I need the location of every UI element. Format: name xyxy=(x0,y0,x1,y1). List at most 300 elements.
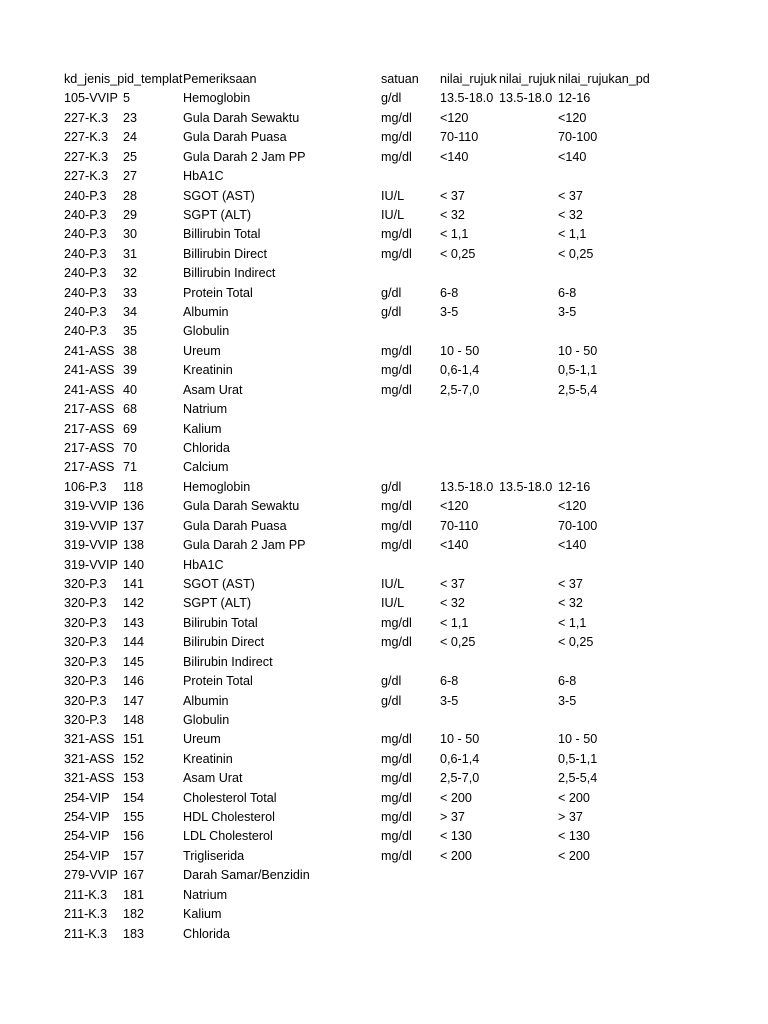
cell-id: 141 xyxy=(123,576,145,591)
cell-nilai-rujuk-1: < 32 xyxy=(440,207,465,222)
cell-id: 146 xyxy=(123,674,145,689)
table-row xyxy=(64,284,724,303)
cell-kd-jenis-pid: 320-P.3 xyxy=(64,654,107,669)
cell-nilai-rujuk-2 xyxy=(499,497,558,516)
cell-nilai-rujukan-pd: > 37 xyxy=(558,810,583,825)
cell-nilai-rujukan-pd: 6-8 xyxy=(558,674,577,689)
cell-nilai-rujuk-1: 3-5 xyxy=(440,693,459,708)
cell-nilai-rujuk-1: 6-8 xyxy=(440,285,459,300)
header-cell-id xyxy=(123,70,183,89)
cell-nilai-rujukan-pd: 6-8 xyxy=(558,285,577,300)
header-cell-pemeriksaan: Pemeriksaan xyxy=(183,72,257,86)
cell-nilai-rujuk-2 xyxy=(499,245,558,264)
cell-kd-jenis-pid: 217-ASS xyxy=(64,421,115,436)
cell-kd-jenis-pid: 105-VVIP xyxy=(64,91,118,106)
cell-satuan xyxy=(381,925,440,944)
cell-kd-jenis-pid: 254-VIP xyxy=(64,848,110,863)
cell-nilai-rujukan-pd xyxy=(558,420,658,439)
cell-pemeriksaan: SGPT (ALT) xyxy=(183,207,252,222)
cell-nilai-rujuk-2 xyxy=(499,381,558,400)
table-row xyxy=(64,808,724,827)
table-row xyxy=(64,653,724,672)
header-cell-kd-jenis-pid: kd_jenis_pid_templat xyxy=(64,72,183,86)
cell-nilai-rujuk-1 xyxy=(440,322,499,341)
cell-nilai-rujuk-2 xyxy=(499,458,558,477)
cell-kd-jenis-pid: 240-P.3 xyxy=(64,207,107,222)
cell-id: 69 xyxy=(123,421,138,436)
cell-pemeriksaan: Albumin xyxy=(183,693,229,708)
cell-nilai-rujuk-2 xyxy=(499,128,558,147)
cell-nilai-rujuk-2 xyxy=(499,711,558,730)
cell-nilai-rujuk-1: 13.5-18.0 xyxy=(440,91,494,106)
cell-satuan xyxy=(381,322,440,341)
cell-kd-jenis-pid: 254-VIP xyxy=(64,829,110,844)
cell-nilai-rujuk-2 xyxy=(499,614,558,633)
cell-nilai-rujuk-1: < 1,1 xyxy=(440,227,469,242)
cell-nilai-rujuk-1: 2,5-7,0 xyxy=(440,771,480,786)
table-row xyxy=(64,439,724,458)
cell-id: 147 xyxy=(123,693,145,708)
cell-nilai-rujuk-1 xyxy=(440,866,499,885)
cell-kd-jenis-pid: 240-P.3 xyxy=(64,246,107,261)
table-row xyxy=(64,789,724,808)
cell-nilai-rujuk-1 xyxy=(440,264,499,283)
cell-nilai-rujuk-2 xyxy=(499,672,558,691)
cell-pemeriksaan: Billirubin Total xyxy=(183,227,261,242)
table-row xyxy=(64,692,724,711)
cell-satuan xyxy=(381,264,440,283)
cell-pemeriksaan: Chlorida xyxy=(183,441,230,456)
cell-pemeriksaan: Ureum xyxy=(183,343,221,358)
cell-id: 154 xyxy=(123,790,145,805)
cell-pemeriksaan: Kalium xyxy=(183,421,222,436)
cell-nilai-rujuk-2 xyxy=(499,633,558,652)
cell-nilai-rujuk-2 xyxy=(499,342,558,361)
table-row xyxy=(64,556,724,575)
cell-nilai-rujukan-pd: < 1,1 xyxy=(558,615,587,630)
cell-nilai-rujukan-pd: 12-16 xyxy=(558,91,591,106)
table-row xyxy=(64,381,724,400)
cell-kd-jenis-pid: 227-K.3 xyxy=(64,110,109,125)
cell-nilai-rujuk-2 xyxy=(499,439,558,458)
cell-pemeriksaan: HDL Cholesterol xyxy=(183,810,275,825)
table-row xyxy=(64,225,724,244)
cell-nilai-rujukan-pd: < 1,1 xyxy=(558,227,587,242)
cell-satuan: mg/dl xyxy=(381,635,412,650)
cell-id: 27 xyxy=(123,169,138,184)
cell-pemeriksaan: Gula Darah 2 Jam PP xyxy=(183,538,306,553)
cell-kd-jenis-pid: 241-ASS xyxy=(64,382,115,397)
table-row xyxy=(64,322,724,341)
cell-id: 152 xyxy=(123,751,145,766)
cell-kd-jenis-pid: 217-ASS xyxy=(64,441,115,456)
cell-pemeriksaan: Bilirubin Indirect xyxy=(183,654,273,669)
cell-satuan: mg/dl xyxy=(381,149,412,164)
cell-kd-jenis-pid: 241-ASS xyxy=(64,343,115,358)
cell-kd-jenis-pid: 227-K.3 xyxy=(64,149,109,164)
cell-id: 143 xyxy=(123,615,145,630)
cell-nilai-rujuk-1: < 37 xyxy=(440,188,465,203)
cell-nilai-rujukan-pd: <140 xyxy=(558,538,587,553)
cell-kd-jenis-pid: 254-VIP xyxy=(64,810,110,825)
cell-nilai-rujuk-2 xyxy=(499,167,558,186)
cell-satuan: IU/L xyxy=(381,207,405,222)
cell-pemeriksaan: Hemoglobin xyxy=(183,479,251,494)
cell-id: 142 xyxy=(123,596,145,611)
cell-kd-jenis-pid: 211-K.3 xyxy=(64,926,108,941)
table-row xyxy=(64,711,724,730)
cell-satuan: mg/dl xyxy=(381,110,412,125)
cell-nilai-rujukan-pd: 70-100 xyxy=(558,518,598,533)
header-cell-satuan: satuan xyxy=(381,72,419,86)
cell-pemeriksaan: SGOT (AST) xyxy=(183,188,255,203)
cell-pemeriksaan: Gula Darah Puasa xyxy=(183,130,287,145)
cell-nilai-rujuk-2 xyxy=(499,206,558,225)
cell-pemeriksaan: HbA1C xyxy=(183,169,224,184)
header-cell-nilai-rujuk-2: nilai_rujuk xyxy=(499,72,556,86)
cell-id: 33 xyxy=(123,285,138,300)
cell-id: 118 xyxy=(123,479,144,494)
cell-nilai-rujuk-2 xyxy=(499,148,558,167)
cell-nilai-rujuk-2 xyxy=(499,905,558,924)
table-row xyxy=(64,128,724,147)
cell-nilai-rujukan-pd: 10 - 50 xyxy=(558,343,598,358)
cell-kd-jenis-pid: 321-ASS xyxy=(64,732,115,747)
table-row xyxy=(64,847,724,866)
cell-nilai-rujuk-1: 0,6-1,4 xyxy=(440,751,480,766)
cell-id: 151 xyxy=(123,732,145,747)
cell-satuan: g/dl xyxy=(381,305,402,320)
cell-satuan xyxy=(381,400,440,419)
cell-nilai-rujuk-1: <140 xyxy=(440,149,469,164)
table-row xyxy=(64,148,724,167)
cell-pemeriksaan: Ureum xyxy=(183,732,221,747)
cell-id: 156 xyxy=(123,829,145,844)
cell-satuan: IU/L xyxy=(381,596,405,611)
table-row xyxy=(64,730,724,749)
cell-nilai-rujuk-1: 13.5-18.0 xyxy=(440,479,494,494)
cell-nilai-rujukan-pd xyxy=(558,439,658,458)
cell-nilai-rujuk-2: 13.5-18.0 xyxy=(499,479,553,494)
cell-nilai-rujuk-1: 0,6-1,4 xyxy=(440,363,480,378)
cell-id: 157 xyxy=(123,848,145,863)
table-row xyxy=(64,614,724,633)
cell-nilai-rujukan-pd: < 37 xyxy=(558,188,583,203)
cell-nilai-rujuk-2 xyxy=(499,420,558,439)
cell-nilai-rujukan-pd: 70-100 xyxy=(558,130,598,145)
cell-id: 183 xyxy=(123,926,145,941)
table-body xyxy=(64,89,724,944)
cell-kd-jenis-pid: 240-P.3 xyxy=(64,266,107,281)
cell-nilai-rujuk-2 xyxy=(499,303,558,322)
cell-satuan: mg/dl xyxy=(381,130,412,145)
cell-nilai-rujuk-1: 10 - 50 xyxy=(440,343,480,358)
table-row xyxy=(64,575,724,594)
cell-nilai-rujukan-pd: < 37 xyxy=(558,576,583,591)
cell-satuan: mg/dl xyxy=(381,538,412,553)
table-row xyxy=(64,672,724,691)
table-row xyxy=(64,478,724,497)
cell-nilai-rujuk-2 xyxy=(499,400,558,419)
lab-reference-table xyxy=(64,70,724,944)
cell-nilai-rujukan-pd: < 0,25 xyxy=(558,635,594,650)
cell-pemeriksaan: Chlorida xyxy=(183,926,230,941)
cell-kd-jenis-pid: 320-P.3 xyxy=(64,615,107,630)
cell-id: 31 xyxy=(123,246,138,261)
cell-satuan: mg/dl xyxy=(381,732,412,747)
cell-id: 68 xyxy=(123,402,138,417)
table-header xyxy=(64,70,724,89)
cell-nilai-rujukan-pd xyxy=(558,653,658,672)
cell-nilai-rujuk-2 xyxy=(499,789,558,808)
cell-pemeriksaan: Bilirubin Total xyxy=(183,615,258,630)
cell-kd-jenis-pid: 211-K.3 xyxy=(64,907,108,922)
cell-nilai-rujukan-pd: 0,5-1,1 xyxy=(558,751,598,766)
cell-nilai-rujuk-2 xyxy=(499,575,558,594)
cell-pemeriksaan: Asam Urat xyxy=(183,771,243,786)
table-row xyxy=(64,886,724,905)
table-row xyxy=(64,187,724,206)
cell-id: 181 xyxy=(123,887,145,902)
cell-pemeriksaan: Protein Total xyxy=(183,674,253,689)
cell-satuan xyxy=(381,886,440,905)
cell-id: 182 xyxy=(123,907,145,922)
cell-satuan: mg/dl xyxy=(381,771,412,786)
cell-nilai-rujuk-1: <140 xyxy=(440,538,469,553)
cell-satuan: IU/L xyxy=(381,576,405,591)
cell-nilai-rujukan-pd: < 0,25 xyxy=(558,246,594,261)
cell-id: 23 xyxy=(123,110,138,125)
cell-id: 39 xyxy=(123,363,138,378)
cell-nilai-rujukan-pd: < 200 xyxy=(558,790,590,805)
cell-nilai-rujukan-pd xyxy=(558,905,658,924)
cell-nilai-rujukan-pd xyxy=(558,866,658,885)
cell-nilai-rujuk-2 xyxy=(499,594,558,613)
cell-satuan: mg/dl xyxy=(381,499,412,514)
cell-nilai-rujuk-2 xyxy=(499,536,558,555)
cell-nilai-rujuk-1: < 0,25 xyxy=(440,246,476,261)
cell-satuan: mg/dl xyxy=(381,751,412,766)
table-row xyxy=(64,633,724,652)
cell-nilai-rujuk-1: <120 xyxy=(440,110,469,125)
cell-satuan: g/dl xyxy=(381,674,402,689)
cell-satuan xyxy=(381,556,440,575)
cell-pemeriksaan: Calcium xyxy=(183,460,229,475)
cell-id: 148 xyxy=(123,712,145,727)
cell-kd-jenis-pid: 319-VVIP xyxy=(64,499,118,514)
cell-id: 29 xyxy=(123,207,138,222)
cell-nilai-rujukan-pd: 3-5 xyxy=(558,305,577,320)
cell-nilai-rujuk-1: > 37 xyxy=(440,810,465,825)
cell-pemeriksaan: Trigliserida xyxy=(183,848,245,863)
table-row xyxy=(64,905,724,924)
cell-pemeriksaan: Globulin xyxy=(183,712,230,727)
cell-id: 70 xyxy=(123,441,138,456)
table-row xyxy=(64,89,724,108)
cell-pemeriksaan: Globulin xyxy=(183,324,230,339)
cell-satuan: g/dl xyxy=(381,479,402,494)
cell-kd-jenis-pid: 279-VVIP xyxy=(64,868,118,883)
cell-id: 71 xyxy=(123,460,138,475)
cell-kd-jenis-pid: 106-P.3 xyxy=(64,479,107,494)
cell-nilai-rujuk-2 xyxy=(499,264,558,283)
cell-nilai-rujuk-1 xyxy=(440,886,499,905)
cell-id: 137 xyxy=(123,518,145,533)
cell-kd-jenis-pid: 320-P.3 xyxy=(64,576,107,591)
cell-kd-jenis-pid: 319-VVIP xyxy=(64,538,118,553)
cell-nilai-rujuk-2 xyxy=(499,730,558,749)
cell-nilai-rujuk-2 xyxy=(499,769,558,788)
cell-id: 153 xyxy=(123,771,145,786)
cell-id: 140 xyxy=(123,557,145,572)
cell-id: 25 xyxy=(123,149,138,164)
cell-nilai-rujuk-1 xyxy=(440,458,499,477)
cell-nilai-rujukan-pd xyxy=(558,322,658,341)
table-row xyxy=(64,245,724,264)
cell-kd-jenis-pid: 321-ASS xyxy=(64,771,115,786)
cell-nilai-rujukan-pd xyxy=(558,400,658,419)
table-row xyxy=(64,866,724,885)
cell-kd-jenis-pid: 241-ASS xyxy=(64,363,115,378)
cell-pemeriksaan: Cholesterol Total xyxy=(183,790,277,805)
cell-pemeriksaan: Natrium xyxy=(183,402,228,417)
cell-nilai-rujukan-pd: 2,5-5,4 xyxy=(558,771,598,786)
cell-nilai-rujukan-pd xyxy=(558,925,658,944)
cell-pemeriksaan: Protein Total xyxy=(183,285,253,300)
table-row xyxy=(64,167,724,186)
cell-nilai-rujukan-pd xyxy=(558,556,658,575)
cell-nilai-rujuk-1 xyxy=(440,439,499,458)
cell-satuan: g/dl xyxy=(381,285,402,300)
cell-id: 34 xyxy=(123,305,138,320)
cell-nilai-rujuk-2 xyxy=(499,692,558,711)
cell-nilai-rujuk-1 xyxy=(440,925,499,944)
cell-pemeriksaan: Kalium xyxy=(183,907,222,922)
cell-nilai-rujuk-1: < 32 xyxy=(440,596,465,611)
cell-pemeriksaan: Gula Darah 2 Jam PP xyxy=(183,149,306,164)
table-row xyxy=(64,458,724,477)
cell-kd-jenis-pid: 320-P.3 xyxy=(64,693,107,708)
table-row xyxy=(64,536,724,555)
cell-satuan: mg/dl xyxy=(381,227,412,242)
cell-satuan: mg/dl xyxy=(381,246,412,261)
cell-id: 30 xyxy=(123,227,138,242)
cell-nilai-rujukan-pd: 12-16 xyxy=(558,479,591,494)
cell-id: 138 xyxy=(123,538,145,553)
cell-nilai-rujukan-pd: 3-5 xyxy=(558,693,577,708)
cell-nilai-rujukan-pd: < 32 xyxy=(558,596,583,611)
cell-pemeriksaan: Natrium xyxy=(183,887,228,902)
cell-satuan: mg/dl xyxy=(381,363,412,378)
cell-nilai-rujuk-1: < 1,1 xyxy=(440,615,469,630)
cell-satuan: mg/dl xyxy=(381,382,412,397)
cell-kd-jenis-pid: 217-ASS xyxy=(64,402,115,417)
cell-satuan: mg/dl xyxy=(381,829,412,844)
cell-nilai-rujuk-1 xyxy=(440,167,499,186)
cell-kd-jenis-pid: 320-P.3 xyxy=(64,596,107,611)
cell-nilai-rujuk-1 xyxy=(440,905,499,924)
cell-kd-jenis-pid: 211-K.3 xyxy=(64,887,108,902)
cell-kd-jenis-pid: 319-VVIP xyxy=(64,557,118,572)
cell-nilai-rujukan-pd xyxy=(558,886,658,905)
cell-nilai-rujuk-2 xyxy=(499,653,558,672)
cell-nilai-rujuk-1 xyxy=(440,653,499,672)
cell-id: 35 xyxy=(123,324,138,339)
cell-nilai-rujuk-1: 2,5-7,0 xyxy=(440,382,480,397)
cell-nilai-rujukan-pd: <120 xyxy=(558,499,587,514)
cell-nilai-rujuk-1: 70-110 xyxy=(440,130,479,145)
cell-nilai-rujuk-2 xyxy=(499,109,558,128)
table-row xyxy=(64,109,724,128)
cell-satuan xyxy=(381,653,440,672)
cell-satuan: mg/dl xyxy=(381,518,412,533)
cell-satuan xyxy=(381,439,440,458)
cell-pemeriksaan: Albumin xyxy=(183,305,229,320)
cell-nilai-rujuk-1 xyxy=(440,400,499,419)
cell-nilai-rujuk-1: <120 xyxy=(440,499,469,514)
cell-id: 40 xyxy=(123,382,138,397)
cell-id: 144 xyxy=(123,635,145,650)
cell-kd-jenis-pid: 319-VVIP xyxy=(64,518,118,533)
cell-pemeriksaan: Gula Darah Sewaktu xyxy=(183,499,300,514)
cell-kd-jenis-pid: 227-K.3 xyxy=(64,130,109,145)
cell-nilai-rujuk-2 xyxy=(499,225,558,244)
cell-nilai-rujuk-1: 6-8 xyxy=(440,674,459,689)
cell-kd-jenis-pid: 254-VIP xyxy=(64,790,110,805)
table-row xyxy=(64,303,724,322)
cell-satuan: mg/dl xyxy=(381,848,412,863)
cell-nilai-rujukan-pd: 0,5-1,1 xyxy=(558,363,598,378)
cell-pemeriksaan: HbA1C xyxy=(183,557,224,572)
cell-id: 24 xyxy=(123,130,138,145)
cell-nilai-rujuk-2 xyxy=(499,517,558,536)
cell-pemeriksaan: Bilirubin Direct xyxy=(183,635,265,650)
cell-nilai-rujuk-1: < 0,25 xyxy=(440,635,476,650)
cell-kd-jenis-pid: 320-P.3 xyxy=(64,712,107,727)
cell-satuan: g/dl xyxy=(381,91,402,106)
cell-kd-jenis-pid: 240-P.3 xyxy=(64,227,107,242)
table-row xyxy=(64,361,724,380)
cell-pemeriksaan: Billirubin Direct xyxy=(183,246,267,261)
cell-satuan: mg/dl xyxy=(381,615,412,630)
cell-satuan xyxy=(381,167,440,186)
table-row xyxy=(64,342,724,361)
cell-nilai-rujuk-2 xyxy=(499,556,558,575)
cell-satuan: mg/dl xyxy=(381,810,412,825)
cell-satuan xyxy=(381,458,440,477)
cell-satuan: mg/dl xyxy=(381,790,412,805)
cell-kd-jenis-pid: 217-ASS xyxy=(64,460,115,475)
cell-nilai-rujuk-2 xyxy=(499,187,558,206)
cell-nilai-rujuk-1: < 130 xyxy=(440,829,472,844)
cell-pemeriksaan: Billirubin Indirect xyxy=(183,266,276,281)
cell-nilai-rujuk-2 xyxy=(499,284,558,303)
cell-nilai-rujukan-pd xyxy=(558,264,658,283)
cell-pemeriksaan: Kreatinin xyxy=(183,751,233,766)
cell-nilai-rujukan-pd xyxy=(558,458,658,477)
table-row xyxy=(64,420,724,439)
cell-nilai-rujukan-pd: 10 - 50 xyxy=(558,732,598,747)
cell-nilai-rujuk-1: 3-5 xyxy=(440,305,459,320)
cell-nilai-rujuk-2 xyxy=(499,847,558,866)
cell-pemeriksaan: LDL Cholesterol xyxy=(183,829,273,844)
table-row xyxy=(64,594,724,613)
table-row xyxy=(64,925,724,944)
cell-id: 28 xyxy=(123,188,138,203)
cell-nilai-rujuk-2 xyxy=(499,750,558,769)
cell-pemeriksaan: Asam Urat xyxy=(183,382,243,397)
cell-kd-jenis-pid: 321-ASS xyxy=(64,751,115,766)
